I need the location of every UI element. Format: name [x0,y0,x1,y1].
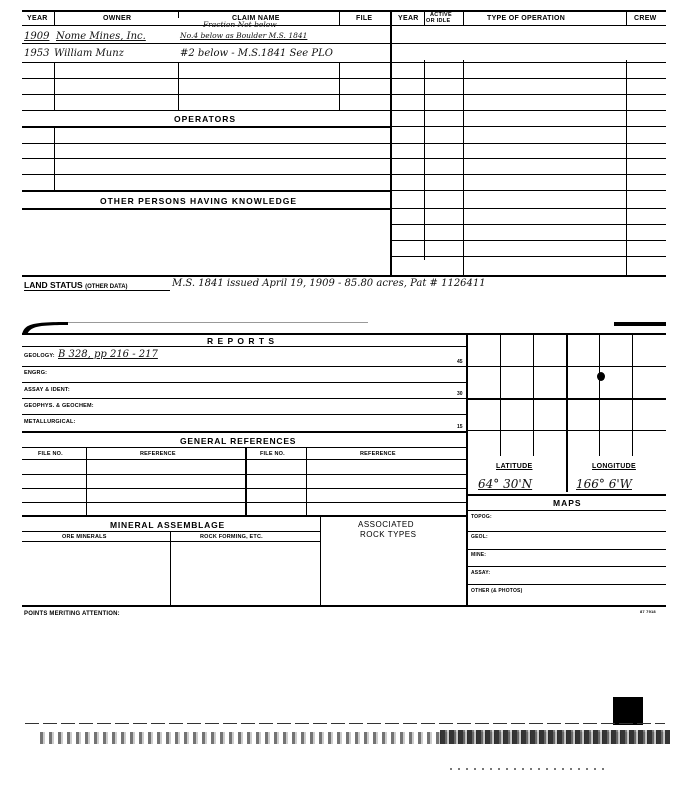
col-header-type-of-operation: TYPE OF OPERATION [487,15,566,22]
table-top-border [22,10,666,12]
report-row-line [22,431,466,433]
longitude-label: LONGITUDE [592,463,636,470]
gen-ref-reference-2: REFERENCE [360,451,396,457]
maps-row-line [467,510,666,511]
header-bottom-border [22,25,666,26]
header-sep [626,11,627,25]
row-line-right [391,62,666,63]
gen-ref-row-line [22,474,466,475]
gen-ref-file-no-2: FILE NO. [260,451,285,457]
col-header-year: YEAR [27,15,48,22]
row-line [22,143,390,144]
right-corner-bar [614,322,666,326]
land-status-value: M.S. 1841 issued April 19, 1909 - 85.80 acres, Pat # 1126411 [172,278,486,289]
report-row-line [22,382,466,383]
table-bottom-border [22,275,666,277]
grid-hline [467,430,666,431]
header-sep [424,11,425,25]
col-sep [54,62,55,110]
gen-ref-file-no-1: FILE NO. [38,451,63,457]
row-line-right [391,94,666,95]
report-row-line [22,398,466,399]
general-references-title: GENERAL REFERENCES [180,436,297,446]
maps-geol-label: GEOL: [471,534,488,540]
maps-row-line [467,584,666,585]
row-line-right [391,78,666,79]
metallurgical-label: METALLURGICAL: [24,419,76,425]
row-line [22,78,390,79]
reports-title: R E P O R T S [207,336,276,346]
land-status-underline [24,290,170,291]
mineral-assemblage-title: MINERAL ASSEMBLAGE [110,520,225,530]
owner-row-1-owner: Nome Mines, Inc. [56,31,146,42]
grid-vline [533,334,534,456]
reports-bottom-border [22,605,666,607]
scan-artifact-dots [450,768,610,770]
maps-title: MAPS [553,498,582,508]
longitude-value: 166° 6'W [576,477,632,491]
mineral-col-sep [320,516,321,605]
maps-row-line [467,549,666,550]
latitude-value: 64° 30'N [478,477,533,491]
mineral-col-sep [170,531,171,605]
gen-ref-header-top [22,447,466,448]
maps-mine-label: MINE: [471,552,487,558]
row-line [22,110,390,111]
col-header-file: FILE [356,15,373,22]
land-status-label [24,280,128,290]
reports-header-line [22,346,467,347]
margin-number-15: 15 [457,424,463,430]
gen-ref-bottom [22,515,466,517]
margin-number-45: 45 [457,359,463,365]
mineral-subheader-line [22,541,320,542]
margin-number-30: 30 [457,391,463,397]
geology-label: GEOLOGY: [24,353,55,359]
row-line [22,174,390,175]
points-meriting-attention-label: POINTS MERITING ATTENTION: [24,611,120,617]
maps-row-line [467,531,666,532]
reports-top-border [22,333,666,335]
report-row-line [22,414,466,415]
owner-row-2-claim-name: #2 below - M.S.1841 See PLO [180,48,333,59]
header-sep [463,11,464,25]
col-header-owner: OWNER [103,15,132,22]
land-status-title: LAND STATUS [24,280,83,290]
section-operators: OPERATORS [174,114,237,124]
row-line-right [391,143,666,144]
maps-other-label: OTHER (& PHOTOS) [471,588,523,594]
engrg-label: ENGRG: [24,370,48,376]
form-number: 87 7918 [640,609,656,614]
report-row-line [22,366,466,367]
gen-ref-reference-1: REFERENCE [140,451,176,457]
assay-ident-label: ASSAY & IDENT: [24,387,70,393]
gen-ref-header-bottom [22,459,466,460]
row-line-right [391,43,666,44]
grid-hline [467,366,666,367]
grid-vline [599,334,600,456]
maps-assay-label: ASSAY: [471,570,491,576]
scan-artifact-block [613,697,643,725]
gen-ref-col-sep [306,448,307,515]
location-bottom [467,494,666,496]
faint-rule [68,322,368,323]
header-sep [54,11,55,25]
row-line [22,208,390,210]
scan-artifact-dashes [25,723,665,724]
owner-row-2-year: 1953 [24,48,50,59]
row-line [22,43,390,44]
row-line-right [391,208,666,209]
scan-artifact-dense [440,730,670,744]
col-header-claim-name: CLAIM NAME [232,15,280,22]
rock-forming-label: ROCK FORMING, ETC. [200,534,263,540]
row-line [22,158,390,159]
mineral-header-line [22,531,320,532]
location-marker [597,372,605,381]
row-line [22,62,390,63]
row-line-right [391,126,666,127]
geology-value: B 328, pp 216 - 217 [58,349,158,360]
owner-row-1-year: 1909 [24,31,50,42]
col-sep [54,127,55,190]
owner-row-1-claim-name: No.4 below as Boulder M.S. 1841 [180,31,308,40]
gen-ref-col-sep [86,448,87,515]
col-sep [178,62,179,110]
gen-ref-row-line [22,502,466,503]
row-line-right [391,256,666,257]
grid-vline [500,334,501,456]
land-status-sublabel: (OTHER DATA) [85,284,128,290]
row-line-right [391,110,666,111]
col-header-or-idle: OR IDLE [426,18,451,24]
grid-vline-center [566,334,568,492]
col-header-year-2: YEAR [398,15,419,22]
owner-row-1-claim-note: Fraction Not below [203,20,277,29]
grid-hline-center [467,398,666,400]
col-header-active: ACTIVE [430,12,452,18]
associated-label-1: ASSOCIATED [358,520,414,529]
col-sep-right [463,60,464,276]
latitude-label: LATITUDE [496,463,533,470]
header-sep [339,11,340,25]
col-sep-right [626,60,627,276]
col-sep-right [424,60,425,260]
row-line-right [391,174,666,175]
row-line [22,94,390,95]
row-line-right [391,224,666,225]
gen-ref-col-sep [245,448,247,515]
col-sep [339,62,340,110]
grid-vline [632,334,633,456]
header-sep [178,11,179,18]
row-line-right [391,190,666,191]
col-header-crew: CREW [634,15,657,22]
maps-topog-label: TOPOG: [471,514,492,520]
associated-label-2: ROCK TYPES [360,530,417,539]
gen-ref-row-line [22,488,466,489]
section-other-persons: OTHER PERSONS HAVING KNOWLEDGE [100,196,298,206]
owner-row-2-owner: William Munz [54,48,124,59]
row-line [22,126,390,128]
row-line-right [391,158,666,159]
maps-row-line [467,566,666,567]
ore-minerals-label: ORE MINERALS [62,534,107,540]
reports-right-divider [466,333,468,605]
row-line-right [391,240,666,241]
geophys-geochem-label: GEOPHYS. & GEOCHEM: [24,403,94,409]
row-line [22,190,390,192]
